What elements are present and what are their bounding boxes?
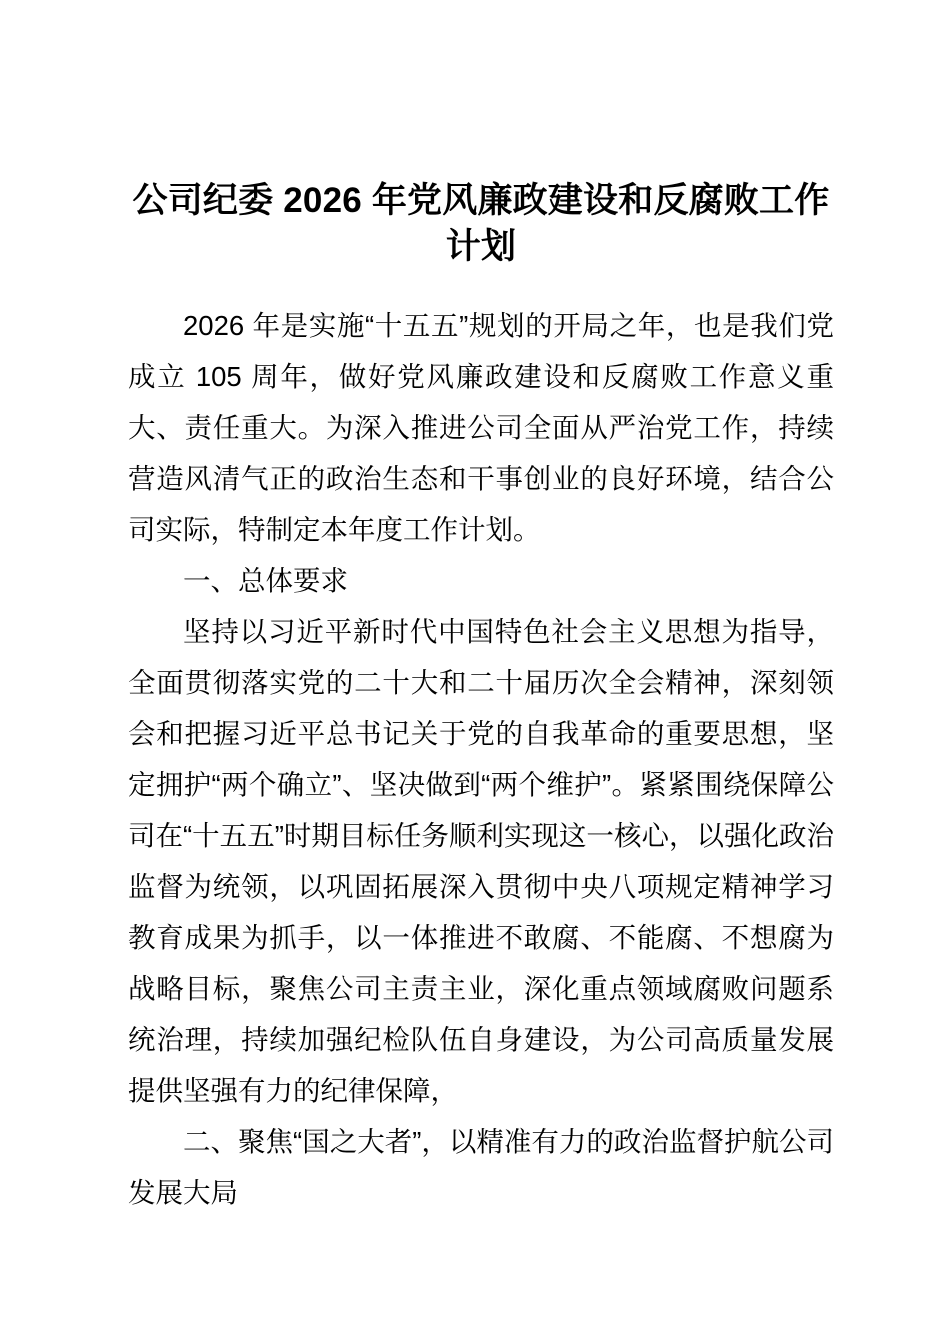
section-heading-2: 二、聚焦“国之大者”，以精准有力的政治监督护航公司发展大局	[128, 1126, 834, 1208]
document-content	[128, 300, 834, 1218]
paragraph-intro: 2026 年是实施“十五五”规划的开局之年，也是我们党成立 105 周年，做好党风廉政建设和反腐败工作意义重大、责任重大。为深入推进公司全面从严治党工作，持续营造风清气正的政治生态和干事创业的良好环境，结合公司实际，特制定本年度工作计划。	[128, 310, 834, 545]
document-body	[128, 0, 834, 1218]
section-1-body: 坚持以习近平新时代中国特色社会主义思想为指导，全面贯彻落实党的二十大和二十届历次全会精神，深刻领会和把握习近平总书记关于党的自我革命的重要思想，坚定拥护“两个确立”、坚决做到“两个维护”。紧紧围绕保障公司在“十五五”时期目标任务顺利实现这一核心，以强化政治监督为统领，以巩固拓展深入贯彻中央八项规定精神学习教育成果为抓手，以一体推进不敢腐、不能腐、不想腐为战略目标，聚焦公司主责主业，深化重点领域腐败问题系统治理，持续加强纪检队伍自身建设，为公司高质量发展提供坚强有力的纪律保障，	[128, 616, 834, 1106]
page-title: 公司纪委 2026 年党风廉政建设和反腐败工作计划	[132, 181, 830, 266]
section-heading-1: 一、总体要求	[183, 565, 348, 596]
